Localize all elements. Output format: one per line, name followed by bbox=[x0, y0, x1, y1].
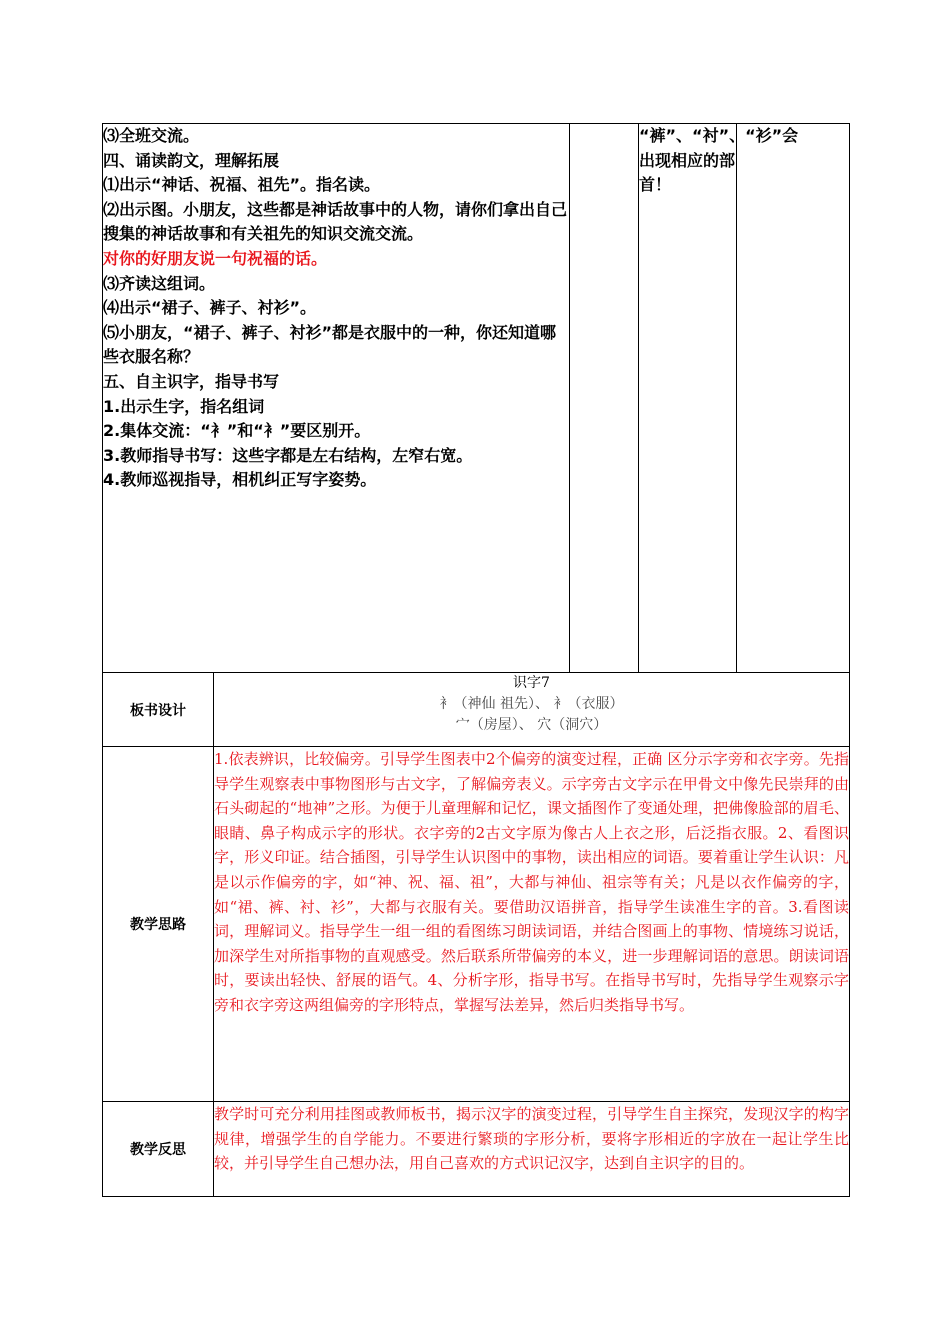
empty-cell bbox=[737, 124, 850, 673]
teaching-reflection-cell bbox=[214, 1102, 850, 1197]
teaching-reflection-row bbox=[103, 1102, 850, 1197]
teaching-reflection-text: 教学时可充分利用挂图或教师板书，揭示汉字的演变过程，引导学生自主探究，发现汉字的构字规律，增强学生的自学能力。不要进行繁琐的字形分析，要将字形相近的字放在一起让学生比较，并引导学生自己想办法，用自己喜欢的方式识记汉字，达到自主识字的目的。 bbox=[214, 1105, 850, 1173]
step-heading: 五、自主识字，指导书写 bbox=[103, 371, 280, 391]
teaching-steps-row bbox=[103, 124, 850, 673]
step-highlight: 对你的好朋友说一句祝福的话。 bbox=[103, 248, 328, 268]
teaching-reflection-label: 教学反思 bbox=[103, 1102, 214, 1197]
step-line: 1.出示生字，指名组词 bbox=[103, 396, 265, 416]
board-title: 识字7 bbox=[513, 675, 550, 691]
board-design-row bbox=[103, 673, 850, 747]
step-line: 3.教师指导书写：这些字都是左右结构，左窄右宽。 bbox=[103, 445, 473, 465]
radical-note: “裤”、“衬”、“衫”会出现相应的部首！ bbox=[639, 126, 799, 195]
empty-cell bbox=[570, 124, 639, 673]
step-line: 2.集体交流：“衤”和“衤”要区别开。 bbox=[103, 421, 371, 441]
lesson-plan-table bbox=[102, 123, 850, 1197]
step-line: ⑷出示“裙子、裤子、衬衫”。 bbox=[103, 298, 317, 318]
teaching-thinking-row bbox=[103, 747, 850, 1102]
step-line: ⑴出示“神话、祝福、祖先”。指名读。 bbox=[103, 175, 381, 195]
step-line: ⑸小朋友，“裙子、裤子、衬衫”都是衣服中的一种，你还知道哪些衣服名称？ bbox=[103, 322, 557, 367]
step-line: 4.教师巡视指导，相机纠正写字姿势。 bbox=[103, 470, 377, 490]
board-line: 宀（房屋）、 穴（洞穴） bbox=[455, 717, 608, 733]
board-line: 衤（神仙 祖先）、 衤（衣服） bbox=[439, 696, 624, 712]
step-heading: 四、诵读韵文，理解拓展 bbox=[103, 150, 280, 170]
step-line: ⑶全班交流。 bbox=[103, 126, 200, 145]
step-line: ⑶齐读这组词。 bbox=[103, 273, 216, 293]
teaching-thinking-text: 1.依表辨识，比较偏旁。引导学生图表中2个偏旁的演变过程，正确 区分示字旁和衣字旁。先指导学生观察表中事物图形与古文字，了解偏旁表义。示字旁古文字示在甲骨文中像先民崇拜的由石头砌起的“地神”之形。为便于儿童理解和记忆，课文插图作了变通处理，把佛像脸部的眉毛、眼睛、鼻子构成示字的形状。衣字旁的2古文字原为像古人上衣之形，后泛指衣服。2、看图识字，形义印证。结合插图，引导学生认识图中的事物，读出相应的词语。要着重让学生认识：凡是以示作偏旁的字，如“神、祝、福、祖”，大都与神仙、祖宗等有关；凡是以衣作偏旁的字，如“裙、裤、衬、衫”，大都与衣服有关。要借助汉语拼音，指导学生读准生字的音。3.看图读词，理解词义。指导学生一组一组的看图练习朗读词语，并结合图画上的事物、情境练习说话，加深学生对所指事物的直观感受。然后联系所带偏旁的本义，进一步理解词语的意思。朗读词语时，要读出轻快、舒展的语气。4、分析字形，指导书写。在指导书写时，先指导学生观察示字旁和衣字旁这两组偏旁的字形特点，掌握写法差异，然后归类指导书写。 bbox=[214, 750, 850, 1014]
note-cell bbox=[639, 124, 799, 673]
teaching-thinking-cell bbox=[214, 747, 850, 1102]
teaching-thinking-label: 教学思路 bbox=[103, 747, 214, 1102]
board-design-cell bbox=[214, 673, 850, 747]
step-line: ⑵出示图。小朋友，这些都是神话故事中的人物，请你们拿出自己搜集的神话故事和有关祖先的知识交流交流。 bbox=[103, 199, 568, 244]
teaching-steps-cell bbox=[103, 124, 570, 673]
board-design-label: 板书设计 bbox=[103, 673, 214, 747]
